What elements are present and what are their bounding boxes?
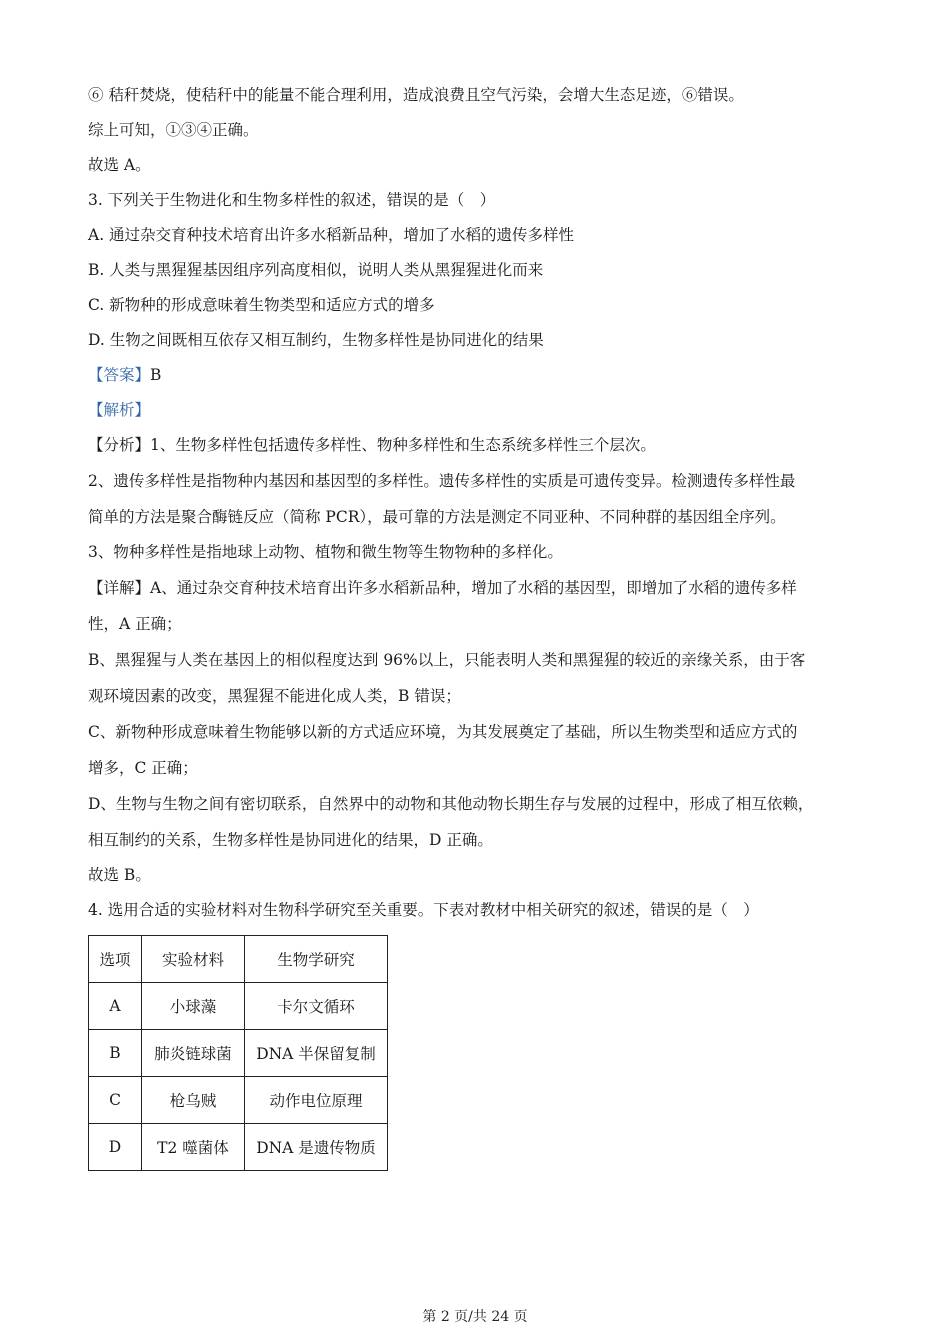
text-line: ⑥ 秸秆焚烧，使秸秆中的能量不能合理利用，造成浪费且空气污染，会增大生态足迹，⑥错误。	[88, 86, 744, 104]
table-header-row	[89, 936, 388, 983]
page-footer: 第 2 页/共 24 页	[422, 1309, 528, 1325]
document-body	[88, 78, 868, 1171]
table-cell: C	[89, 1077, 142, 1124]
table-row	[89, 1077, 388, 1124]
text-line: 故选 A。	[88, 156, 151, 174]
table-cell: DNA 是遗传物质	[245, 1124, 388, 1171]
text-line: 综上可知，①③④正确。	[88, 121, 259, 139]
detail-b-cont: 观环境因素的改变，黑猩猩不能进化成人类，B 错误；	[88, 687, 461, 705]
table-cell: 卡尔文循环	[245, 983, 388, 1030]
answer-tag: 【答案】	[88, 366, 151, 384]
detail-c: C、新物种形成意味着生物能够以新的方式适应环境，为其发展奠定了基础，所以生物类型和适应方式的	[88, 723, 798, 741]
analysis-line	[88, 393, 868, 428]
detail-d: D、生物与生物之间有密切联系，自然界中的动物和其他动物长期生存与发展的过程中，形成了相互依赖，	[88, 795, 814, 813]
analysis-tag: 【解析】	[88, 401, 151, 419]
choose-b: 故选 B。	[88, 866, 151, 884]
answer-value: B	[150, 366, 162, 384]
analysis-point-1: 【分析】1、生物多样性包括遗传多样性、物种多样性和生态系统多样性三个层次。	[88, 436, 656, 454]
table-row	[89, 1030, 388, 1077]
table-cell: 枪乌贼	[142, 1077, 245, 1124]
question-3-option-b: B. 人类与黑猩猩基因组序列高度相似，说明人类从黑猩猩进化而来	[88, 261, 544, 279]
answer-line	[88, 358, 868, 393]
question-4-stem: 4. 选用合适的实验材料对生物科学研究至关重要。下表对教材中相关研究的叙述，错误的是（ ）	[88, 901, 759, 919]
detail-a: 【详解】A、通过杂交育种技术培育出许多水稻新品种，增加了水稻的基因型，即增加了水稻的遗传多样	[88, 579, 797, 597]
table-cell: B	[89, 1030, 142, 1077]
question-3-stem: 3. 下列关于生物进化和生物多样性的叙述，错误的是（ ）	[88, 191, 496, 209]
analysis-point-2-cont: 简单的方法是聚合酶链反应（简称 PCR），最可靠的方法是测定不同亚种、不同种群的基因组全序列。	[88, 508, 786, 526]
table-header-cell: 选项	[89, 936, 142, 983]
analysis-point-2: 2、遗传多样性是指物种内基因和基因型的多样性。遗传多样性的实质是可遗传变异。检测遗传多样性最	[88, 472, 796, 490]
table-cell: 小球藻	[142, 983, 245, 1030]
table-cell: 肺炎链球菌	[142, 1030, 245, 1077]
table-cell: 动作电位原理	[245, 1077, 388, 1124]
experiment-table	[88, 935, 388, 1171]
table-header-cell: 生物学研究	[245, 936, 388, 983]
question-3-option-a: A. 通过杂交育种技术培育出许多水稻新品种，增加了水稻的遗传多样性	[88, 226, 575, 244]
question-3-option-c: C. 新物种的形成意味着生物类型和适应方式的增多	[88, 296, 435, 314]
table-cell: A	[89, 983, 142, 1030]
table-cell: D	[89, 1124, 142, 1171]
table-header-cell: 实验材料	[142, 936, 245, 983]
table-cell: T2 噬菌体	[142, 1124, 245, 1171]
detail-b: B、黑猩猩与人类在基因上的相似程度达到 96%以上，只能表明人类和黑猩猩的较近的亲缘关系，由于客	[88, 651, 806, 669]
table-row	[89, 983, 388, 1030]
table-row	[89, 1124, 388, 1171]
table-cell: DNA 半保留复制	[245, 1030, 388, 1077]
detail-d-cont: 相互制约的关系，生物多样性是协同进化的结果，D 正确。	[88, 831, 493, 849]
analysis-point-3: 3、物种多样性是指地球上动物、植物和微生物等生物物种的多样化。	[88, 543, 563, 561]
detail-a-cont: 性，A 正确；	[88, 615, 182, 633]
question-3-option-d: D. 生物之间既相互依存又相互制约，生物多样性是协同进化的结果	[88, 331, 544, 349]
detail-c-cont: 增多，C 正确；	[88, 759, 198, 777]
